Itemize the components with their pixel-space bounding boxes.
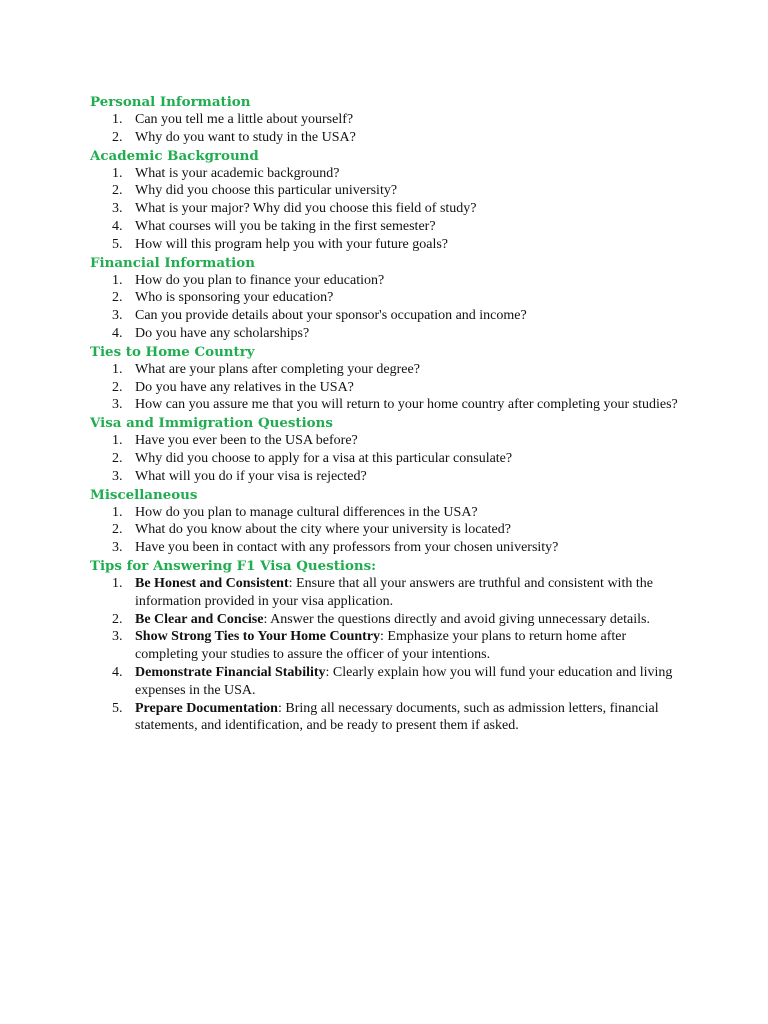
list-item: 2. Why did you choose to apply for a visa at this particular consulate?	[112, 450, 513, 466]
section-ties-to-home-country	[90, 343, 690, 414]
section-heading: Personal Information	[90, 94, 251, 110]
list-item: 3. Show Strong Ties to Your Home Country: Emphasize your plans to return home after completing your studies to assure the officer of your intentions.	[112, 629, 627, 663]
section-academic-background	[90, 147, 690, 254]
list-item: 2. Do you have any relatives in the USA?	[112, 379, 354, 395]
list-item: 5. How will this program help you with your future goals?	[112, 236, 449, 252]
question-list	[90, 361, 690, 414]
list-item: 1. How do you plan to manage cultural differences in the USA?	[112, 504, 478, 520]
list-item: 3. What is your major? Why did you choose this field of study?	[112, 201, 477, 217]
tip-title: Show Strong Ties to Your Home Country	[135, 629, 381, 645]
list-item: 1. Can you tell me a little about yourself?	[112, 112, 354, 127]
list-item: 2. Be Clear and Concise: Answer the questions directly and avoid giving unnecessary details.	[112, 611, 650, 627]
tip-text: : Emphasize your plans to return home after completing your studies to assure the officer of your intentions.	[135, 629, 627, 663]
list-item: 4. Do you have any scholarships?	[112, 325, 310, 341]
question-list	[90, 111, 690, 147]
tip-title: Be Honest and Consistent	[135, 575, 289, 591]
section-financial-information	[90, 254, 690, 343]
list-item: 1. What is your academic background?	[112, 165, 340, 181]
tips-list	[90, 575, 690, 735]
section-heading: Financial Information	[90, 254, 255, 271]
tip-title: Demonstrate Financial Stability	[135, 664, 326, 680]
section-tips	[90, 557, 690, 735]
list-item: 5. Prepare Documentation: Bring all necessary documents, such as admission letters, financial statements, and identification, and be ready to present them if asked.	[112, 700, 659, 734]
tip-title: Prepare Documentation	[135, 700, 278, 716]
question-list	[90, 165, 690, 254]
list-item: 2. Why do you want to study in the USA?	[112, 129, 356, 145]
list-item: 1. What are your plans after completing your degree?	[112, 361, 420, 377]
document-page	[90, 93, 690, 735]
section-heading: Visa and Immigration Questions	[90, 415, 333, 432]
list-item: 3. What will you do if your visa is rejected?	[112, 468, 367, 484]
list-item: 3. How can you assure me that you will return to your home country after completing your studies?	[112, 397, 678, 413]
list-item: 4. Demonstrate Financial Stability: Clearly explain how you will fund your education and living expenses in the USA.	[112, 664, 673, 698]
section-personal-information	[90, 93, 690, 147]
list-item: 3. Can you provide details about your sponsor's occupation and income?	[112, 308, 527, 324]
list-item: 2. Who is sponsoring your education?	[112, 290, 334, 306]
tip-text: : Ensure that all your answers are truthful and consistent with the information provided in your visa application.	[135, 575, 653, 609]
section-miscellaneous	[90, 486, 690, 557]
list-item: 4. What courses will you be taking in the first semester?	[112, 218, 436, 234]
tip-text: : Clearly explain how you will fund your education and living expenses in the USA.	[135, 664, 673, 698]
list-item: 2. Why did you choose this particular university?	[112, 183, 398, 199]
section-heading: Tips for Answering F1 Visa Questions:	[90, 557, 377, 574]
tip-text: : Answer the questions directly and avoid giving unnecessary details.	[263, 611, 650, 627]
section-heading: Miscellaneous	[90, 486, 198, 503]
list-item: 3. Have you been in contact with any professors from your chosen university?	[112, 540, 559, 556]
tip-text: : Bring all necessary documents, such as admission letters, financial statements, and identification, and be ready to present them if asked.	[135, 700, 659, 734]
question-list	[90, 432, 690, 485]
section-heading: Ties to Home Country	[90, 343, 255, 360]
question-list	[90, 272, 690, 343]
tip-title: Be Clear and Concise	[135, 611, 264, 627]
section-heading: Academic Background	[90, 147, 259, 164]
list-item: 1. Be Honest and Consistent: Ensure that all your answers are truthful and consistent with the information provided in your visa application.	[112, 575, 653, 609]
list-item: 1. Have you ever been to the USA before?	[112, 433, 358, 449]
section-visa-and-immigration	[90, 414, 690, 485]
list-item: 1. How do you plan to finance your education?	[112, 272, 385, 288]
question-list	[90, 504, 690, 557]
list-item: 2. What do you know about the city where your university is located?	[112, 522, 511, 538]
